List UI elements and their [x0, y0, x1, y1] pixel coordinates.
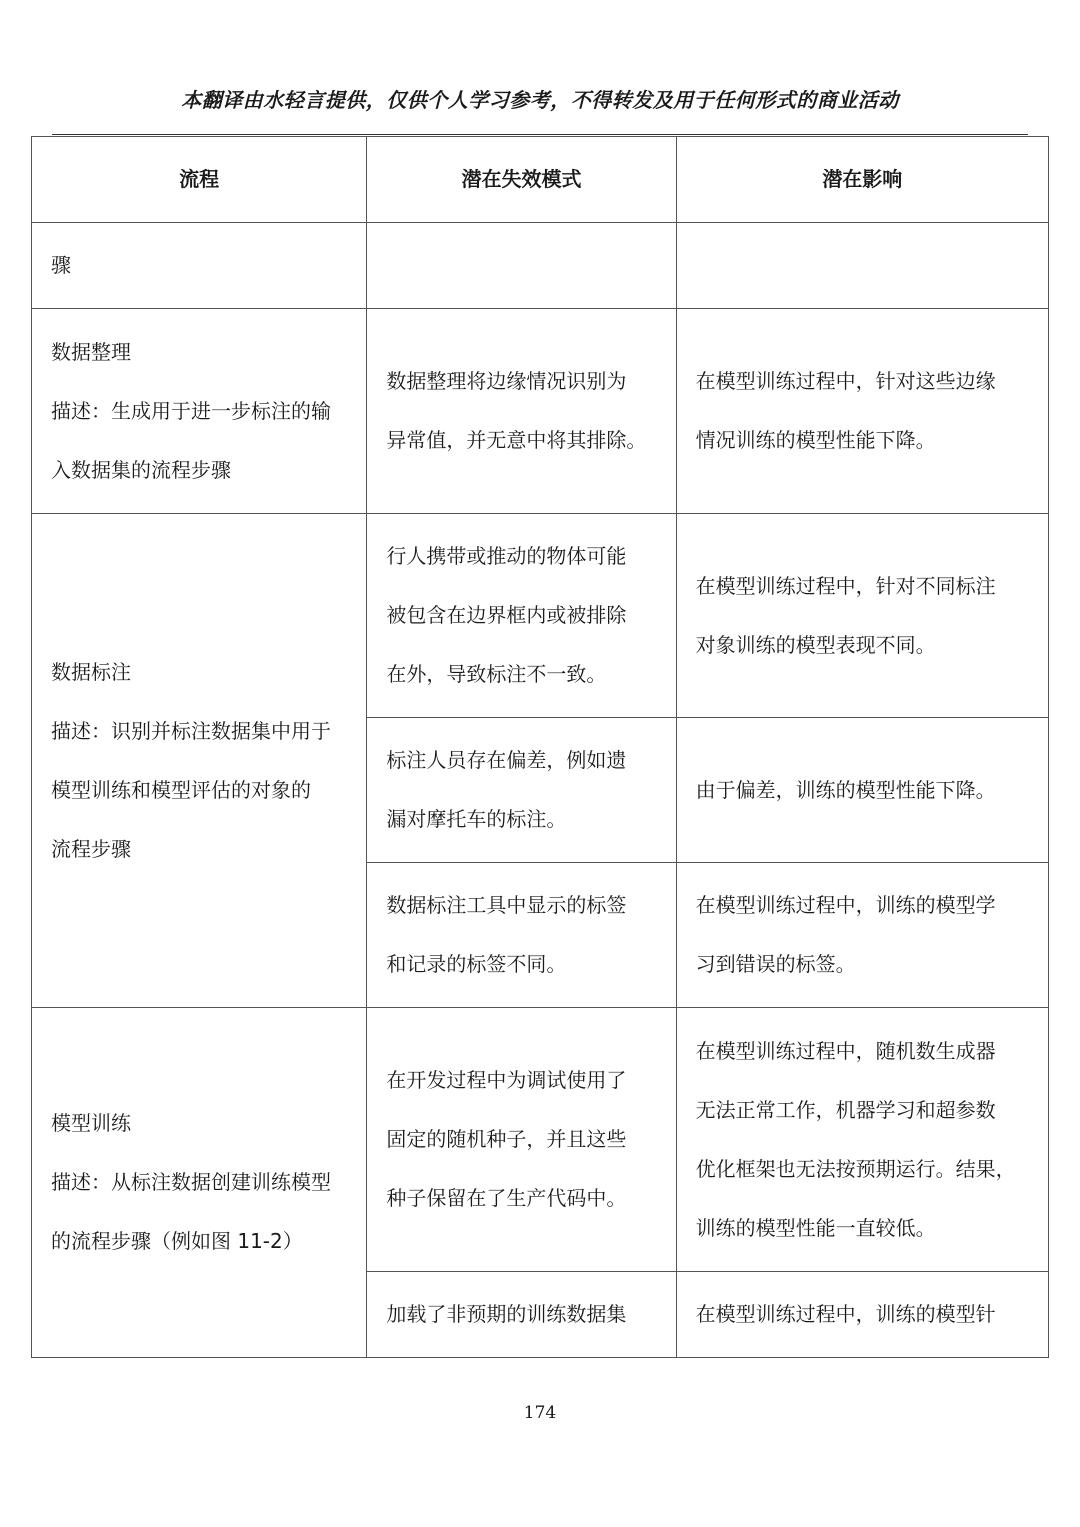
text-line: 行人携带或推动的物体可能 — [386, 544, 627, 568]
effect-cell — [676, 1272, 1048, 1358]
text-line: 优化框架也无法按预期运行。结果， — [695, 1156, 1016, 1181]
table-row — [32, 1008, 1049, 1272]
translation-notice: 本翻译由水轻言提供，仅供个人学习参考，不得转发及用于任何形式的商业活动 — [181, 88, 899, 112]
text-line: 在模型训练过程中，训练的模型学 — [695, 893, 996, 917]
effect-cell — [676, 309, 1048, 514]
effect-cell — [676, 863, 1048, 1008]
effect-cell — [676, 223, 1048, 309]
text-line: 在开发过程中为调试使用了 — [386, 1068, 627, 1092]
text-line: 情况训练的模型性能下降。 — [695, 428, 936, 452]
table-header-row — [32, 137, 1049, 223]
text-line: 在模型训练过程中，随机数生成器 — [695, 1038, 996, 1063]
text-line: 异常值，并无意中将其排除。 — [386, 428, 647, 452]
fmea-table — [31, 136, 1049, 1358]
text-line: 由于偏差，训练的模型性能下降。 — [695, 777, 996, 802]
text-line: 被包含在边界框内或被排除 — [386, 603, 627, 627]
process-cell — [32, 309, 367, 514]
process-cell: 骤 — [32, 223, 367, 309]
text-line: 种子保留在了生产代码中。 — [386, 1186, 627, 1210]
failure-mode-cell — [367, 514, 676, 718]
effect-cell — [676, 1008, 1048, 1272]
text-line: 无法正常工作，机器学习和超参数 — [695, 1097, 996, 1122]
table-row — [32, 514, 1049, 718]
process-title: 数据整理 — [51, 339, 131, 364]
text-line: 数据整理将边缘情况识别为 — [386, 369, 627, 393]
text-line: 在模型训练过程中，训练的模型针 — [695, 1302, 996, 1326]
failure-mode-cell — [367, 1272, 676, 1358]
table-row — [32, 223, 1049, 309]
process-description-line: 描述：生成用于进一步标注的输 — [51, 398, 331, 423]
process-cell — [32, 514, 367, 1008]
text-line: 数据标注工具中显示的标签 — [386, 893, 627, 917]
text-line: 训练的模型性能一直较低。 — [695, 1215, 936, 1240]
process-description-line: 模型训练和模型评估的对象的 — [51, 777, 311, 802]
failure-mode-cell — [367, 718, 676, 863]
failure-mode-cell — [367, 1008, 676, 1272]
page-number: 174 — [523, 1403, 557, 1423]
text-line: 在外，导致标注不一致。 — [386, 662, 607, 686]
table-row — [32, 309, 1049, 514]
failure-mode-cell — [367, 223, 676, 309]
text-line: 在模型训练过程中，针对这些边缘 — [695, 369, 996, 393]
process-description-line: 流程步骤 — [51, 836, 131, 861]
process-cell — [32, 1008, 367, 1358]
failure-mode-cell — [367, 309, 676, 514]
text-line: 对象训练的模型表现不同。 — [695, 632, 936, 657]
process-description-line: 的流程步骤（例如图 11-2） — [51, 1229, 303, 1253]
process-description-line: 入数据集的流程步骤 — [51, 457, 231, 482]
effect-cell — [676, 514, 1048, 718]
process-title: 数据标注 — [51, 659, 131, 684]
failure-mode-cell — [367, 863, 676, 1008]
text-line: 和记录的标签不同。 — [386, 952, 567, 976]
text-line: 固定的随机种子，并且这些 — [386, 1127, 627, 1151]
text-line: 习到错误的标签。 — [695, 952, 856, 976]
process-description-line: 描述：识别并标注数据集中用于 — [51, 718, 331, 743]
effect-cell — [676, 718, 1048, 863]
process-description-line: 描述：从标注数据创建训练模型 — [51, 1170, 331, 1194]
header-divider — [52, 134, 1028, 135]
process-title: 模型训练 — [51, 1111, 131, 1135]
text-line: 加载了非预期的训练数据集 — [386, 1302, 627, 1326]
text-line: 标注人员存在偏差，例如遗 — [386, 748, 627, 772]
text-line: 在模型训练过程中，针对不同标注 — [695, 573, 996, 598]
text-line: 漏对摩托车的标注。 — [386, 807, 567, 831]
column-header-process: 流程 — [32, 137, 367, 223]
column-header-failure-mode: 潜在失效模式 — [367, 137, 676, 223]
column-header-effect: 潜在影响 — [676, 137, 1048, 223]
